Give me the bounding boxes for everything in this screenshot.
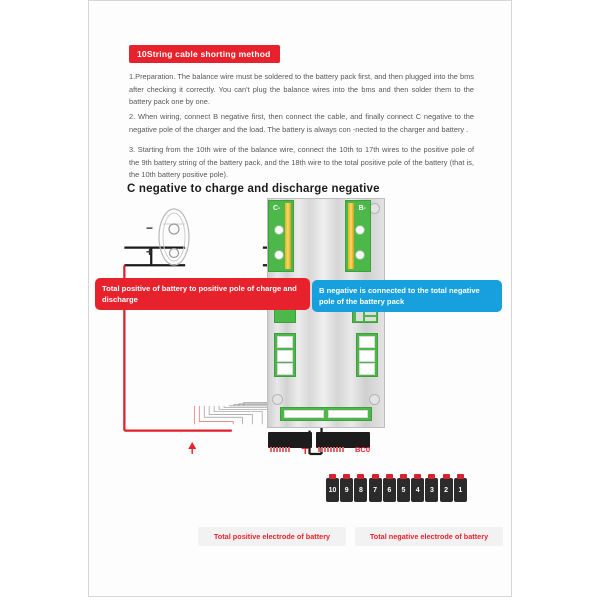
- cell-positive-cap: [457, 474, 464, 479]
- instruction-paragraph-3: 3. Starting from the 10th wire of the balance wire, connect the 10th to 17th wires to the positive pole of the 9th battery string of the battery pack, and the 18th wire to the total positive pole of the battery (that is, the 10th battery positive pole).: [129, 145, 474, 180]
- terminal-pad-b-negative[interactable]: [345, 200, 371, 272]
- callout-total-positive: Total positive of battery to positive pole of charge and discharge: [95, 278, 310, 310]
- board-component: [274, 333, 296, 377]
- cell-number-label: 3: [429, 486, 434, 494]
- battery-cell-3: [425, 478, 438, 502]
- screw-icon: [369, 394, 380, 405]
- terminal-hole: [355, 250, 365, 260]
- cell-number-label: 10: [328, 486, 337, 494]
- battery-cell-6: [383, 478, 396, 502]
- cell-number-label: 6: [387, 486, 392, 494]
- pad-label-b: B-: [358, 205, 366, 212]
- cell-positive-cap: [357, 474, 364, 479]
- cell-positive-cap: [400, 474, 407, 479]
- section-title: C negative to charge and discharge negative: [127, 183, 380, 195]
- cell-positive-cap: [343, 474, 350, 479]
- board-component: [356, 333, 378, 377]
- gold-strip: [348, 203, 354, 269]
- cell-number-label: 4: [415, 486, 420, 494]
- cell-positive-cap: [329, 474, 336, 479]
- battery-cell-8: [354, 478, 367, 502]
- cell-positive-cap: [386, 474, 393, 479]
- tag-total-positive-electrode: Total positive electrode of battery: [198, 527, 346, 546]
- cell-number-label: 1: [458, 486, 463, 494]
- plug-positive-sign: +: [146, 245, 154, 259]
- board-connector-strip: [280, 407, 372, 421]
- cell-positive-cap: [428, 474, 435, 479]
- cell-number-label: 8: [358, 486, 363, 494]
- cell-number-label: 5: [401, 486, 406, 494]
- pad-label-c: C-: [273, 205, 281, 212]
- connector-label-bco: BC0: [355, 445, 371, 454]
- battery-cell-2: [440, 478, 453, 502]
- cell-positive-cap: [443, 474, 450, 479]
- terminal-hole: [274, 250, 284, 260]
- cell-number-label: 9: [344, 486, 349, 494]
- screw-icon: [272, 394, 283, 405]
- instruction-paragraph-2: 2. When wiring, connect B negative first, then connect the cable, and finally connect C negative to the negative pole of the charger and the load. The battery is always con -nected to the charger and battery .: [129, 112, 474, 134]
- cell-number-label: 2: [444, 486, 449, 494]
- connector-pins-right: [318, 447, 344, 452]
- plug-negative-sign: −: [146, 221, 154, 235]
- tag-total-negative-electrode: Total negative electrode of battery: [355, 527, 503, 546]
- balance-connector-left[interactable]: [268, 432, 312, 448]
- callout-b-negative: B negative is connected to the total negative pole of the battery pack: [312, 280, 502, 312]
- terminal-hole: [274, 225, 284, 235]
- battery-cell-5: [397, 478, 410, 502]
- connector-pins-left: [270, 447, 290, 452]
- arrow-total-positive: [189, 443, 195, 454]
- gold-strip: [285, 203, 291, 269]
- battery-cell-10: [326, 478, 339, 502]
- cell-number-label: 7: [373, 486, 378, 494]
- charger-load-plug: [158, 208, 190, 266]
- cell-positive-cap: [372, 474, 379, 479]
- battery-cell-1: [454, 478, 467, 502]
- terminal-pad-c-negative[interactable]: [268, 200, 294, 272]
- cell-positive-cap: [414, 474, 421, 479]
- battery-cell-7: [369, 478, 382, 502]
- terminal-hole: [355, 225, 365, 235]
- battery-cell-9: [340, 478, 353, 502]
- instruction-paragraph-1: 1.Preparation. The balance wire must be soldered to the battery pack first, and then plugged into the bms after checking it correctly. You can't plug the balance wires into the bms and then solder them to the battery pack one by one.: [129, 72, 474, 107]
- battery-cell-4: [411, 478, 424, 502]
- page-badge-title: 10String cable shorting method: [129, 45, 280, 63]
